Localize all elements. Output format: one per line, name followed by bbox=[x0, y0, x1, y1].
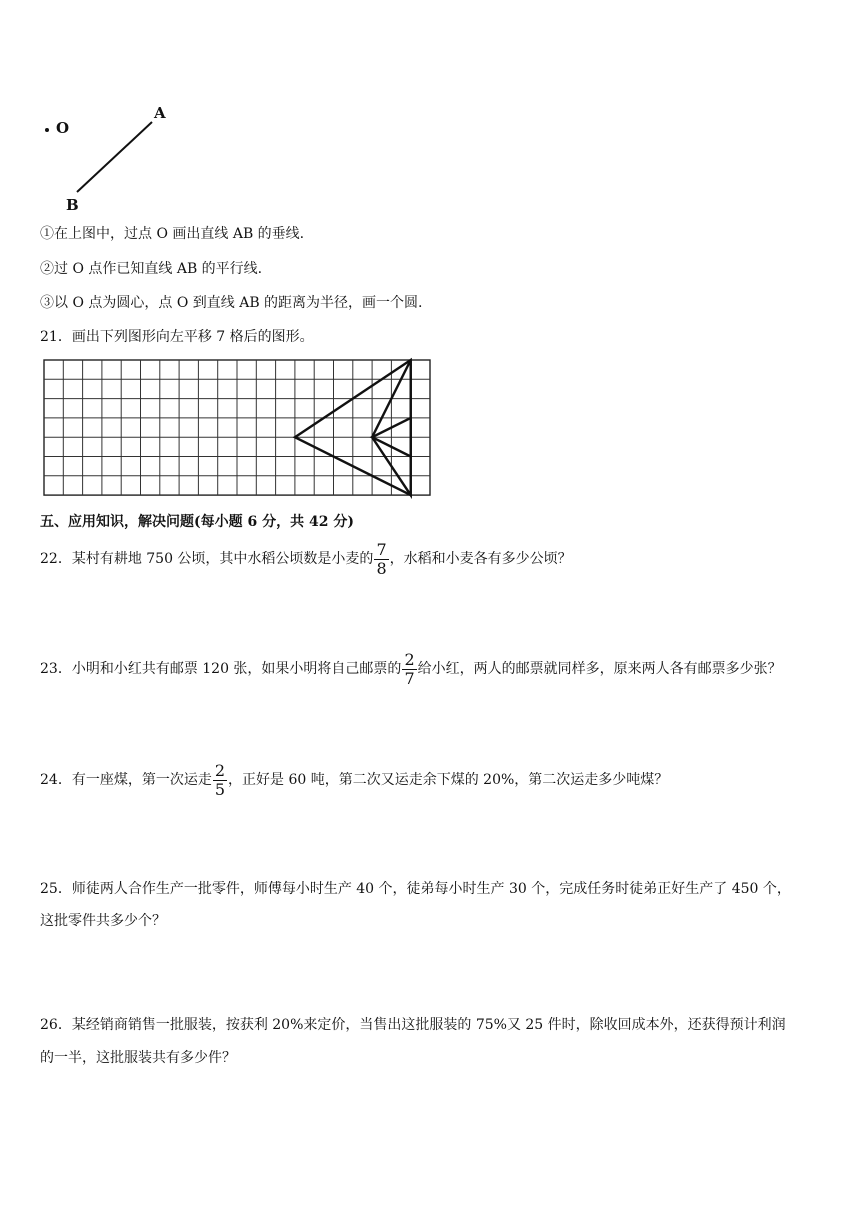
q23-text bbox=[40, 649, 782, 689]
q23-frac-num: 2 bbox=[404, 649, 415, 669]
label-o: O bbox=[56, 119, 70, 137]
q24-text bbox=[40, 760, 668, 800]
q22-frac-den: 8 bbox=[376, 558, 387, 578]
segment-ab bbox=[77, 122, 152, 192]
q21-text: 21．画出下列图形向左平移 7 格后的图形。 bbox=[40, 329, 314, 345]
q23-frac-den: 7 bbox=[404, 668, 415, 688]
q26-line1: 26．某经销商销售一批服装，按获利 20%来定价，当售出这批服装的 75%又 25 件时，除收回成本外，还获得预计利润 bbox=[40, 1017, 786, 1033]
q22-after: ，水稻和小麦各有多少公顷？ bbox=[389, 551, 572, 567]
q24-fraction bbox=[213, 762, 227, 799]
q22-text bbox=[40, 539, 572, 579]
figure-point-line bbox=[40, 100, 180, 215]
q24-before: 24．有一座煤，第一次运走 bbox=[40, 772, 212, 788]
q25-line2: 这批零件共多少个？ bbox=[40, 913, 166, 929]
q20-step2: ②过 O 点作已知直线 AB 的平行线. bbox=[40, 261, 263, 277]
grid-svg bbox=[40, 356, 435, 506]
q22-before: 22．某村有耕地 750 公顷，其中水稻公顷数是小麦的 bbox=[40, 551, 374, 567]
q24-after: ，正好是 60 吨，第二次又运走余下煤的 20%，第二次运走多少吨煤？ bbox=[228, 772, 669, 788]
section-5-title: 五、应用知识，解决问题(每小题 6 分，共 42 分) bbox=[40, 514, 354, 530]
q23-fraction bbox=[402, 651, 416, 688]
translation-grid-figure bbox=[40, 356, 435, 506]
q26-line2: 的一半，这批服装共有多少件？ bbox=[40, 1050, 236, 1066]
q23-after: 给小红，两人的邮票就同样多，原来两人各有邮票多少张？ bbox=[417, 661, 782, 677]
point-o-dot bbox=[45, 128, 49, 132]
q20-step3: ③以 O 点为圆心，点 O 到直线 AB 的距离为半径，画一个圆. bbox=[40, 295, 423, 311]
label-b: B bbox=[66, 196, 79, 214]
q22-frac-num: 7 bbox=[376, 539, 387, 559]
q20-step1: ①在上图中，过点 O 画出直线 AB 的垂线. bbox=[40, 226, 305, 242]
label-a: A bbox=[154, 104, 166, 122]
q22-fraction bbox=[374, 541, 388, 578]
q24-frac-num: 2 bbox=[214, 760, 226, 780]
q25-line1: 25．师徒两人合作生产一批零件，师傅每小时生产 40 个，徒弟每小时生产 30 个，完成任务时徒弟正好生产了 450 个， bbox=[40, 881, 791, 897]
q23-before: 23．小明和小红共有邮票 120 张，如果小明将自己邮票的 bbox=[40, 661, 402, 677]
q24-frac-den: 5 bbox=[214, 779, 226, 799]
